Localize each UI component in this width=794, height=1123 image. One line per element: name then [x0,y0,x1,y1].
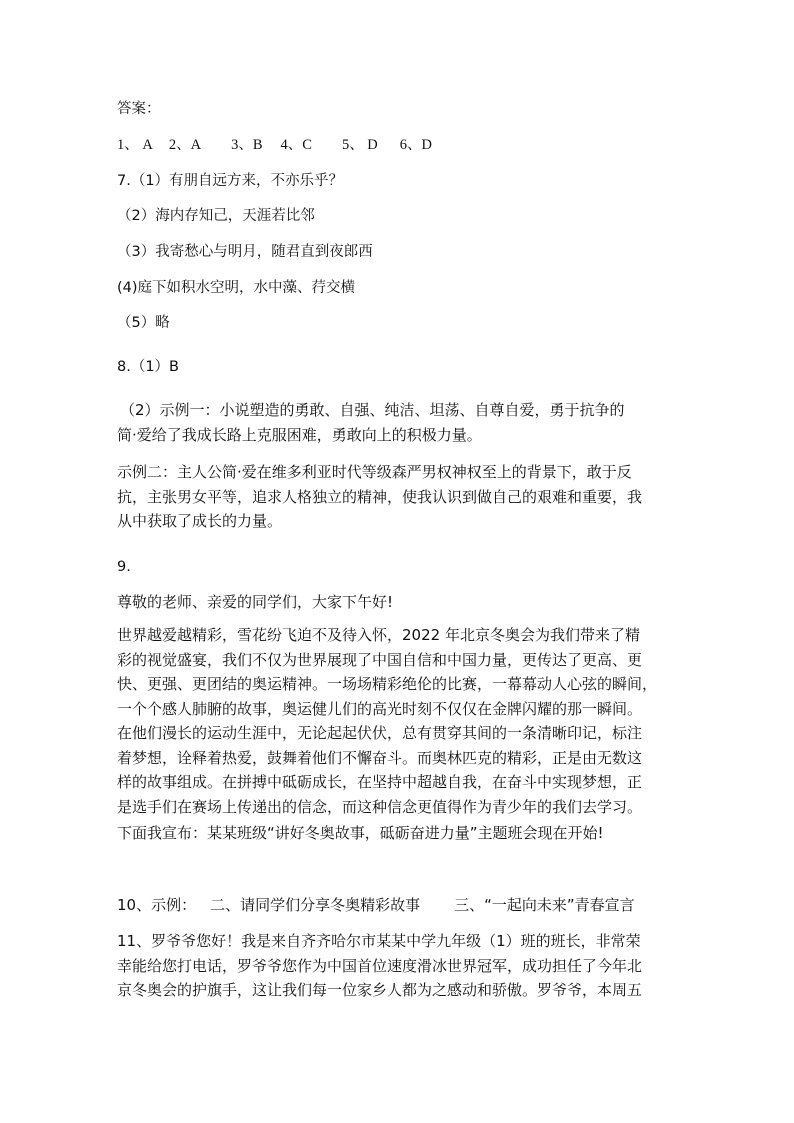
q8-answer-1: 8.（1）B [117,359,180,375]
answer-heading: 答案： [117,101,161,117]
paragraph-line: 简·爱给了我成长路上克服困难，勇敢向上的积极力量。 [117,425,482,444]
paragraph-line: 在他们漫长的运动生涯中，无论起起伏伏，总有贯穿其间的一条清晰印记，标注 [117,724,643,742]
paragraph-line: 彩的视觉盛宴，我们不仅为世界展现了中国自信和中国力量，更传达了更高、更 [117,650,643,669]
q9-number: 9. [117,559,131,575]
paragraph-line: 京冬奥会的护旗手，这让我们每一位家乡人都为之感动和骄傲。罗爷爷，本周五 [117,981,643,999]
q10-label: 10、示例： [117,896,197,914]
q8-example-2 [117,460,677,534]
choice-answer: 3、B [231,137,263,153]
paragraph-line: 抗，主张男女平等，追求人格独立的精神，使我认识到做自己的艰难和重要，我 [117,487,643,506]
choice-answer: 1、 A [117,137,153,153]
q9-body-paragraph [117,623,677,819]
choice-answer: 6、D [399,137,433,153]
q10-answer [117,895,635,915]
q9-greeting: 尊敬的老师、亲爱的同学们，大家下午好! [117,593,394,611]
paragraph-line: 从中获取了成长的力量。 [117,512,283,530]
choice-answer: 4、C [280,137,312,153]
paragraph-line: （2）示例一：小说塑造的勇敢、自强、纯洁、坦荡、自尊自爱，勇于抗争的 [120,401,625,419]
q7-answer-1: 7.（1）有朋自远方来，不亦乐乎？ [117,173,344,189]
q7-answer-2: （2）海内存知己，天涯若比邻 [117,208,315,224]
paragraph-line: 11、罗爷爷您好！我是来自齐齐哈尔市某某中学九年级（1）班的班长，非常荣 [117,932,641,950]
q9-announcement: 下面我宣布：某某班级“讲好冬奥故事，砥砺奋进力量”主题班会现在开始! [117,824,604,842]
q7-answer-3: （3）我寄愁心与明月，随君直到夜郎西 [117,244,373,260]
q10-item-3: 三、“一起向未来”青春宣言 [454,896,635,914]
choice-answers-row [117,135,432,155]
paragraph-line: 样的故事组成。在拼搏中砥砺成长，在坚持中超越自我，在奋斗中实现梦想，正 [117,773,643,791]
paragraph-line: 世界越爱越精彩，雪花纷飞迫不及待入怀，2022 年北京冬奥会为我们带来了精 [117,626,640,644]
choice-answer: 2、A [168,137,202,153]
q11-answer-paragraph [117,929,677,1003]
paragraph-line: 快、更强、更团结的奥运精神。一场场精彩绝伦的比赛，一幕幕动人心弦的瞬间， [117,675,658,693]
q10-item-2: 二、请同学们分享冬奥精彩故事 [210,896,421,914]
paragraph-line: 示例二：主人公简·爱在维多利亚时代等级森严男权神权至上的背景下，敢于反 [117,463,632,481]
paragraph-line: 幸能给您打电话，罗爷爷您作为中国首位速度滑冰世界冠军，成功担任了今年北 [117,956,643,975]
q7-answer-5: （5）略 [117,315,170,331]
q7-answer-4: (4)庭下如积水空明，水中藻、荇交横 [117,280,356,296]
paragraph-line: 着梦想，诠释着热爱，鼓舞着他们不懈奋斗。而奥林匹克的精彩，正是由无数这 [117,748,643,767]
choice-answer: 5、 D [341,137,378,153]
q8-example-1 [117,398,680,447]
paragraph-line: 一个个感人肺腑的故事，奥运健儿们的高光时刻不仅仅在金牌闪耀的那一瞬间。 [117,699,643,718]
paragraph-line: 是选手们在赛场上传递出的信念，而这种信念更值得作为青少年的我们去学习。 [117,797,643,816]
